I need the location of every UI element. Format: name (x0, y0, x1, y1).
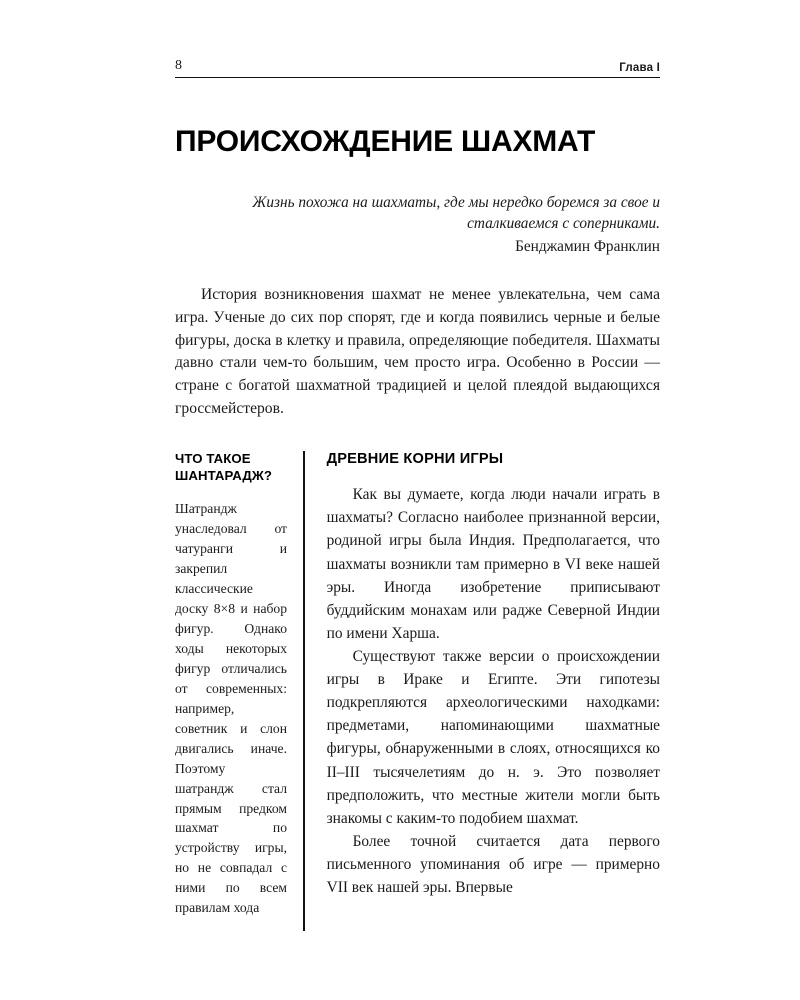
epigraph-quote: Жизнь похожа на шахматы, где мы нередко боремся за свое и сталкиваемся с соперниками. (252, 193, 660, 233)
body-paragraph: Более точной считается дата первого письменного упоминания об игре — примерно VII век нашей эры. Впервые (326, 832, 660, 897)
page-number: 8 (175, 58, 182, 73)
section-body (327, 483, 660, 899)
chapter-label: Глава I (619, 62, 660, 74)
epigraph (175, 192, 660, 258)
sidebar-column (175, 451, 303, 931)
column-divider (303, 451, 305, 931)
page-title: ПРОИСХОЖДЕНИЕ ШАХМАТ (175, 125, 596, 158)
body-paragraph: Как вы думаете, когда люди начали играть в шахматы? Согласно наиболее признанной версии, родиной игры была Индия. Предполагается, что шахматы возникли там примерно в VI веке нашей эры. Иногда изобретение приписывают буддийским монахам или радже Северной Индии по имени Харша. (326, 486, 660, 642)
section-heading: ДРЕВНИЕ КОРНИ ИГРЫ (326, 451, 504, 468)
epigraph-author: Бенджамин Франклин (515, 237, 660, 255)
sidebar-body: Шатрандж унаследовал от чатуранги и закрепил классические доску 8×8 и набор фигур. Однако ходы некоторых фигур отличались от современных: например, советник и слон двигались иначе. Поэтому шатрандж стал прямым предком шахмат по устройству игры, но не совпадал с ними по всем правилам хода (175, 500, 287, 916)
main-column (327, 451, 660, 931)
two-column-body (175, 451, 660, 931)
body-paragraph: Существуют также версии о происхождении игры в Ираке и Египте. Эти гипотезы подкрепляются археологическими находками: предметами, напоминающими шахматные фигуры, обнаруженными в слоях, относящихся ко II–III тысячелетиям до н. э. Это позволяет предположить, что местные жители могли быть знакомы с каким-то подобием шахмат. (326, 647, 660, 827)
intro-paragraph: История возникновения шахмат не менее увлекательна, чем сама игра. Ученые до сих пор спорят, где и когда появились черные и белые фигуры, доска в клетку и правила, определяющие победителя. Шахматы давно стали чем-то большим, чем просто игра. Особенно в России — стране с богатой шахматной традицией и целой плеядой выдающихся гроссмейстеров. (175, 285, 660, 418)
sidebar-heading: ЧТО ТАКОЕ ШАНТАРАДЖ? (175, 451, 273, 484)
page-content (175, 58, 660, 931)
running-head (175, 58, 660, 78)
